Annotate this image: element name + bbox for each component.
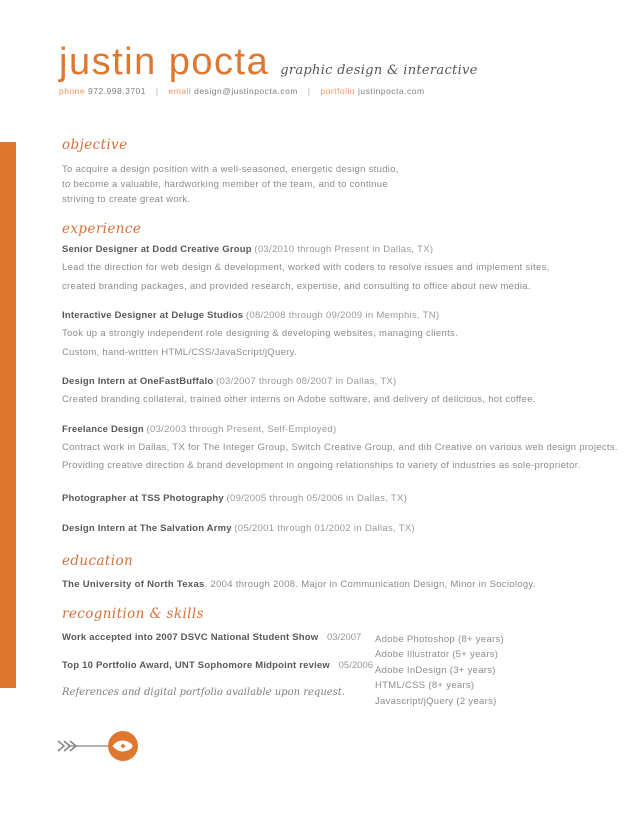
objective-line: To acquire a design position with a well-seasoned, energetic design studio,	[62, 164, 399, 175]
job-title: Design Intern at The Salvation Army	[62, 522, 232, 534]
left-accent-bar	[0, 142, 16, 688]
award-entry	[62, 659, 375, 672]
award-title: Top 10 Portfolio Award, UNT Sophomore Midpoint review	[62, 659, 330, 671]
references-note: References and digital portfolio available upon request.	[62, 686, 346, 698]
job-meta: (03/2010 through Present in Dallas, TX)	[254, 244, 434, 255]
objective-text	[62, 162, 585, 207]
job-title: Freelance Design	[62, 423, 144, 435]
job-title-line	[62, 242, 585, 257]
job-title-line	[62, 374, 585, 389]
school-name: The University of North Texas	[62, 578, 205, 590]
experience-heading: experience	[62, 221, 142, 237]
job-title-line	[62, 308, 585, 323]
section-recognition-skills	[62, 606, 585, 710]
section-education	[62, 553, 585, 592]
contact-separator: |	[307, 86, 311, 96]
job-description	[62, 325, 585, 362]
job-meta: (05/2001 through 01/2002 in Dallas, TX)	[234, 522, 415, 534]
skill-item: Adobe InDesign (3+ years)	[375, 664, 496, 676]
email-value: design@justinpocta.com	[194, 86, 298, 96]
email-label: email	[168, 86, 192, 96]
job-entry	[62, 242, 585, 296]
job-title: Design Intern at OneFastBuffalo	[62, 376, 214, 387]
section-experience	[62, 221, 618, 536]
skill-item: HTML/CSS (8+ years)	[375, 680, 475, 691]
job-description	[62, 391, 585, 410]
education-details: . 2004 through 2008. Major in Communication Design, Minor in Sociology.	[204, 578, 536, 590]
recognition-heading: recognition & skills	[62, 605, 204, 622]
job-title-line	[62, 491, 585, 506]
phone-label: phone	[59, 86, 86, 96]
skill-item: Adobe Photoshop (8+ years)	[375, 633, 505, 645]
objective-heading: objective	[62, 137, 128, 153]
name-row	[59, 42, 625, 82]
job-entry	[62, 374, 585, 410]
section-objective	[62, 137, 585, 207]
job-description-line: Lead the direction for web design & development, worked with coders to resolve issues and implement sites,	[62, 262, 550, 273]
skills-column	[375, 631, 504, 710]
contact-line	[59, 86, 625, 96]
skill-item: Javascript/jQuery (2 years)	[375, 695, 497, 707]
education-heading: education	[62, 552, 134, 569]
job-description-line: created branding packages, and provided research, expertise, and consulting to office about new media.	[62, 280, 531, 292]
header	[0, 0, 625, 96]
job-meta: (09/2005 through 05/2006 in Dallas, TX)	[226, 492, 408, 504]
job-entry	[62, 521, 585, 536]
resume-body	[0, 137, 625, 709]
job-meta: (03/2003 through Present, Self-Employed)	[146, 423, 337, 435]
award-date: 03/2007	[326, 631, 362, 643]
job-description	[62, 439, 618, 476]
recognition-columns	[62, 631, 585, 710]
job-title: Senior Designer at Dodd Creative Group	[62, 244, 252, 255]
job-description-line: Created branding collateral, trained other interns on Adobe software, and delivery of delicious, hot coffee.	[62, 394, 536, 405]
job-description-line: Custom, hand-written HTML/CSS/JavaScript/jQuery.	[62, 346, 297, 358]
job-meta: (03/2007 through 08/2007 in Dallas, TX)	[216, 376, 397, 387]
contact-separator: |	[155, 86, 159, 96]
page-title: justin pocta	[59, 41, 270, 83]
portfolio-label: portfolio	[320, 86, 356, 96]
job-description-line: Contract work in Dallas, TX for The Integer Group, Switch Creative Group, and dib Creative on various web design projects.	[62, 441, 618, 453]
job-meta: (08/2008 through 09/2009 in Memphis, TN)	[245, 310, 440, 321]
job-entry	[62, 491, 585, 506]
awards-column	[62, 631, 375, 710]
job-description-line: Took up a strongly independent role designing & developing websites, managing clients.	[62, 328, 459, 339]
job-entry	[62, 308, 585, 362]
job-description	[62, 259, 585, 296]
phone-value: 972.998.3701	[88, 86, 147, 96]
portfolio-value: justinpocta.com	[358, 86, 425, 96]
pen-arrow-icon	[55, 727, 143, 765]
job-title-line	[62, 521, 585, 536]
skill-item: Adobe Illustrator (5+ years)	[375, 649, 499, 660]
job-title: Interactive Designer at Deluge Studios	[62, 310, 244, 321]
job-title: Photographer at TSS Photography	[62, 492, 224, 504]
education-text	[62, 577, 585, 592]
job-description-line: Providing creative direction & brand development in ongoing relationships to variety of industries as sole-proprietor.	[62, 460, 581, 471]
award-date: 05/2006	[338, 659, 373, 671]
objective-line: striving to create great work.	[62, 194, 191, 205]
objective-line: to become a valuable, hardworking member of the team, and to continue	[62, 179, 388, 190]
award-title: Work accepted into 2007 DSVC National Student Show	[62, 631, 319, 643]
award-entry	[62, 631, 375, 644]
job-title-line	[62, 422, 585, 437]
job-entry	[62, 422, 618, 476]
tagline: graphic design & interactive	[280, 63, 478, 78]
